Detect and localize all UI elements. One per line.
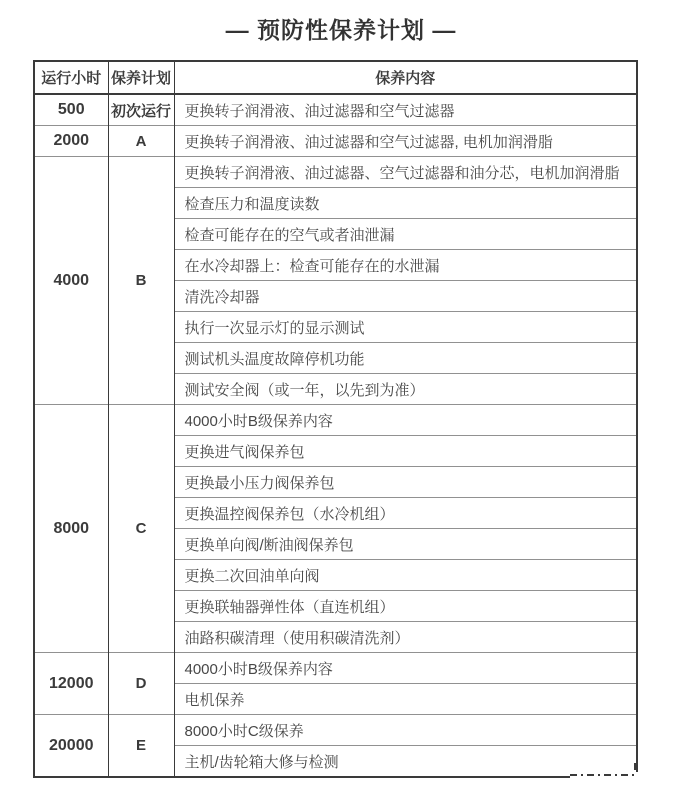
hours-cell: 2000	[34, 126, 108, 157]
content-cell: 测试安全阀（或一年，以先到为准）	[174, 374, 637, 405]
crop-dash-cover	[570, 772, 638, 780]
hours-cell: 500	[34, 94, 108, 126]
content-cell: 主机/齿轮箱大修与检测	[174, 746, 637, 778]
content-cell: 4000小时B级保养内容	[174, 405, 637, 436]
plan-cell: B	[108, 157, 174, 405]
table-body	[34, 94, 637, 777]
plan-cell: C	[108, 405, 174, 653]
content-cell: 检查可能存在的空气或者油泄漏	[174, 219, 637, 250]
plan-cell: E	[108, 715, 174, 778]
content-cell: 测试机头温度故障停机功能	[174, 343, 637, 374]
table-row	[34, 405, 637, 436]
hours-cell: 8000	[34, 405, 108, 653]
crop-dash-tick	[634, 763, 636, 770]
content-cell: 更换单向阀/断油阀保养包	[174, 529, 637, 560]
content-cell: 检查压力和温度读数	[174, 188, 637, 219]
column-header-1: 保养计划	[108, 61, 174, 94]
content-cell: 4000小时B级保养内容	[174, 653, 637, 684]
column-header-2: 保养内容	[174, 61, 637, 94]
hours-cell: 4000	[34, 157, 108, 405]
content-cell: 更换进气阀保养包	[174, 436, 637, 467]
content-cell: 更换温控阀保养包（水冷机组）	[174, 498, 637, 529]
table-row	[34, 126, 637, 157]
content-cell: 电机保养	[174, 684, 637, 715]
hours-cell: 20000	[34, 715, 108, 778]
column-header-0: 运行小时	[34, 61, 108, 94]
table-row	[34, 157, 637, 188]
plan-cell: 初次运行	[108, 94, 174, 126]
content-cell: 油路积碳清理（使用积碳清洗剂）	[174, 622, 637, 653]
content-cell: 更换转子润滑液、油过滤器、空气过滤器和油分芯，电机加润滑脂	[174, 157, 637, 188]
table-row	[34, 715, 637, 746]
plan-cell: D	[108, 653, 174, 715]
maintenance-schedule-table	[33, 60, 638, 778]
plan-cell: A	[108, 126, 174, 157]
table-row	[34, 653, 637, 684]
content-cell: 更换转子润滑液、油过滤器和空气过滤器, 电机加润滑脂	[174, 126, 637, 157]
content-cell: 在水冷却器上：检查可能存在的水泄漏	[174, 250, 637, 281]
hours-cell: 12000	[34, 653, 108, 715]
content-cell: 更换二次回油单向阀	[174, 560, 637, 591]
table-header	[34, 61, 637, 94]
content-cell: 更换转子润滑液、油过滤器和空气过滤器	[174, 94, 637, 126]
content-cell: 更换最小压力阀保养包	[174, 467, 637, 498]
content-cell: 执行一次显示灯的显示测试	[174, 312, 637, 343]
crop-dash-line	[570, 774, 636, 776]
content-cell: 清洗冷却器	[174, 281, 637, 312]
header-row	[34, 61, 637, 94]
content-cell: 8000小时C级保养	[174, 715, 637, 746]
page-title: — 预防性保养计划 —	[225, 17, 457, 43]
table-row	[34, 94, 637, 126]
content-cell: 更换联轴器弹性体（直连机组）	[174, 591, 637, 622]
